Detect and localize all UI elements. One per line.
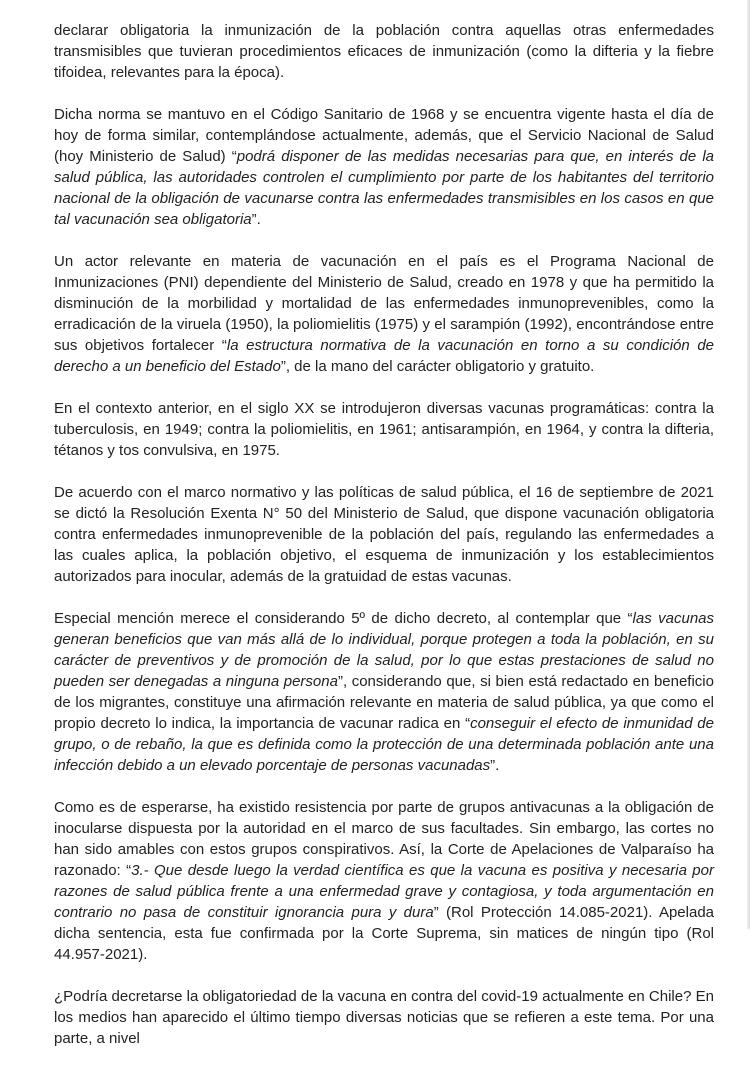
- italic-quote: la estructura normativa de la vacunación en torno a su condición de derecho a un beneficio del Estado: [54, 337, 714, 375]
- text-segment: ”.: [490, 757, 500, 774]
- paragraph-6: [54, 608, 714, 776]
- text-segment: ”, considerando que, si bien está redactado en beneficio de los migrantes, constituye una afirmación relevante en materia de salud pública, ya que como el propio decreto lo indica, la importancia de vacunar radica en “: [54, 673, 714, 732]
- paragraph-8: [54, 986, 714, 1049]
- paragraph-1: [54, 20, 714, 83]
- paragraph-7: [54, 797, 714, 965]
- italic-quote: las vacunas generan beneficios que van más allá de lo individual, porque protegen a toda la población, en su carácter de preventivos y de promoción de la salud, por lo que estas prestaciones de salud no pueden ser denegadas a ninguna persona: [54, 610, 715, 690]
- text-segment: Dicha norma se mantuvo en el Código Sanitario de 1968 y se encuentra vigente hasta el día de hoy de forma similar, contemplándose actualmente, además, que el Servicio Nacional de Salud (hoy Ministerio de Salud) “: [54, 106, 714, 165]
- document-body: [54, 20, 714, 1070]
- text-segment: ¿Podría decretarse la obligatoriedad de la vacuna en contra del covid-19 actualmente en Chile? En los medios han aparecido el último tiempo diversas noticias que se refieren a este tema. Por una parte, a nivel: [54, 988, 714, 1047]
- paragraph-5: [54, 482, 714, 587]
- paragraph-4: [54, 398, 714, 461]
- text-segment: Como es de esperarse, ha existido resistencia por parte de grupos antivacunas a la obligación de inocularse dispuesta por la autoridad en el marco de sus facultades. Sin embargo, las cortes no han sido amables con estos grupos conspirativos. Así, la Corte de Apelaciones de Valparaíso ha razonado: “: [54, 799, 714, 879]
- text-segment: ”, de la mano del carácter obligatorio y gratuito.: [280, 358, 595, 375]
- text-segment: De acuerdo con el marco normativo y las políticas de salud pública, el 16 de septiembre de 2021 se dictó la Resolución Exenta N° 50 del Ministerio de Salud, que dispone vacunación obligatoria contra enfermedades inmunoprevenible de la población del país, regulando las enfermedades a las cuales aplica, la población objetivo, el esquema de inmunización y los establecimientos autorizados para inocular, además de la gratuidad de estas vacunas.: [54, 484, 714, 585]
- italic-quote: 3.- Que desde luego la verdad científica es que la vacuna es positiva y necesaria por razones de salud pública frente a una enfermedad grave y contagiosa, y toda argumentación en contrario no pasa de constituir ignorancia pura y dura: [54, 862, 714, 921]
- text-segment: En el contexto anterior, en el siglo XX se introdujeron diversas vacunas programáticas: contra la tuberculosis, en 1949; contra la poliomielitis, en 1961; antisarampión, en 1964, y contra la difteria, tétanos y tos convulsiva, en 1975.: [54, 400, 714, 459]
- italic-quote: conseguir el efecto de inmunidad de grupo, o de rebaño, la que es definida como la protección de una determinada población ante una infección debido a un elevado porcentaje de personas vacunadas: [54, 715, 714, 774]
- text-segment: ” (Rol Protección 14.085-2021). Apelada dicha sentencia, esta fue confirmada por la Corte Suprema, sin matices de ningún tipo (Rol 44.957-2021).: [54, 904, 715, 963]
- text-segment: Especial mención merece el considerando 5º de dicho decreto, al contemplar que “: [54, 610, 633, 627]
- paragraph-3: [54, 251, 714, 377]
- italic-quote: podrá disponer de las medidas necesarias para que, en interés de la salud pública, las autoridades controlen el cumplimiento por parte de los habitantes del territorio nacional de la obligación de vacunarse contra las enfermedades transmisibles en los casos en que tal vacunación sea obligatoria: [54, 148, 714, 228]
- text-segment: declarar obligatoria la inmunización de la población contra aquellas otras enfermedades transmisibles que tuvieran procedimientos eficaces de inmunización (como la difteria y la fiebre tifoidea, relevantes para la época).: [54, 22, 714, 81]
- text-segment: Un actor relevante en materia de vacunación en el país es el Programa Nacional de Inmunizaciones (PNI) dependiente del Ministerio de Salud, creado en 1978 y que ha permitido la disminución de la morbilidad y mortalidad de las enfermedades inmunoprevenibles, como la erradicación de la viruela (1950), la poliomielitis (1975) y el sarampión (1992), encontrándose entre sus objetivos fortalecer “: [54, 253, 714, 354]
- text-segment: ”.: [251, 211, 261, 228]
- paragraph-2: [54, 104, 714, 230]
